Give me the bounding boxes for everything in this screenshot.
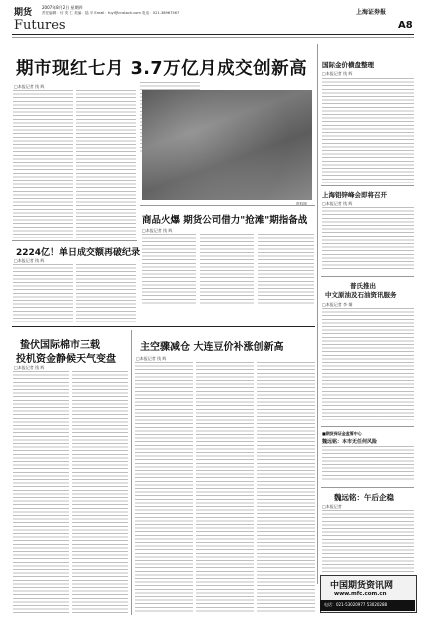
sidebar-rule-4 (321, 487, 414, 488)
cotton-body-2 (72, 371, 128, 616)
rule-volume (12, 240, 137, 241)
rubber-body-2 (196, 362, 254, 612)
sidebar-brief-2: 魏远铭：本市无任何风险 (322, 439, 378, 445)
cotton-headline-2: 投机资金静候天气变盘 (16, 354, 116, 365)
sidebar-story2-byline: □本报记者 钱 辉 (322, 201, 353, 206)
lead-headline: 期市现红七月 3.7万亿月成交创新高 (16, 59, 308, 79)
sidebar-story3-title-2: 中文原油及石油资讯服务 (325, 291, 397, 299)
sidebar-story4-byline: □本报记者 (322, 504, 342, 509)
ad-tel: 电话：021-53020977 53020288 (324, 602, 388, 607)
masthead-rule (12, 34, 414, 35)
sidebar-story3-body (322, 308, 414, 420)
volume-body-1 (13, 264, 73, 322)
commodity-body-3 (258, 234, 314, 304)
rule-commodity (140, 205, 315, 206)
sidebar-box-body (322, 78, 414, 183)
date-line: 2007年8月2日 星期四 (42, 5, 83, 10)
commodity-headline: 商品火爆 期货公司借力"抢滩"期指备战 (142, 215, 308, 226)
cotton-headline-1: 蛰伏国际棉市三载 (20, 340, 100, 351)
rule-rubber-col (131, 330, 132, 615)
sidebar-story3-byline: □本报记者 李 炯 (322, 302, 353, 307)
page-number: A8 (398, 20, 413, 31)
section-name: 期货 (14, 8, 33, 18)
rubber-byline: □本报记者 钱 辉 (136, 356, 167, 361)
rule-lower-section (12, 326, 315, 327)
rubber-headline: 主空骤减仓 大连豆价补涨创新高 (140, 342, 284, 353)
volume-headline: 2224亿！单日成交额再破纪录 (16, 248, 141, 258)
sidebar-story4-body (322, 510, 414, 572)
masthead-rule-thin (12, 37, 414, 38)
sidebar-story3-title-1: 普氏推出 (350, 282, 376, 290)
sidebar-story2-title: 上海铝锌峰会即将召开 (322, 191, 387, 199)
sidebar-rule-2 (321, 276, 414, 277)
sidebar-divider (317, 44, 318, 584)
lead-byline: □本报记者 钱 辉 (14, 84, 45, 89)
ad-url: www.mfc.com.cn (334, 591, 387, 597)
lead-body-col-1 (13, 90, 73, 238)
sidebar-box-byline: □本报记者 钱 辉 (322, 71, 353, 76)
sidebar-story2-body (322, 207, 414, 269)
photo-caption: 资料图 (296, 202, 307, 206)
rubber-body-3 (257, 362, 315, 612)
section-en: Futures (14, 18, 66, 33)
sidebar-rule-1 (321, 185, 414, 186)
sidebar-brief-1: ■期货保证金监管中心 (322, 431, 362, 436)
cotton-body-1 (13, 371, 69, 616)
sidebar-story4-title: 魏远铭：午后企稳 (334, 493, 394, 502)
volume-byline: □本报记者 钱 辉 (14, 258, 45, 263)
cotton-byline: □本报记者 钱 辉 (14, 365, 45, 370)
rubber-body-1 (135, 362, 193, 612)
sidebar-brief-body (322, 446, 414, 482)
paper-name: 上海证券报 (356, 9, 387, 16)
info-line: 责任编辑：付 奕 仁 美编：陆 平 Email：fuyi@cnstock.com 电话：021-38967567 (42, 11, 180, 15)
lead-body-col-2 (76, 90, 136, 238)
sidebar-box-title: 国际金价横盘整理 (322, 61, 374, 69)
commodity-body-2 (200, 234, 254, 304)
trading-floor-photo-overlay (142, 90, 312, 200)
sidebar-rule-3 (321, 426, 414, 427)
commodity-byline: □本报记者 钱 辉 (142, 228, 173, 233)
volume-body-2 (76, 264, 136, 322)
ad-title: 中国期货资讯网 (330, 581, 394, 591)
commodity-body-1 (142, 234, 196, 304)
